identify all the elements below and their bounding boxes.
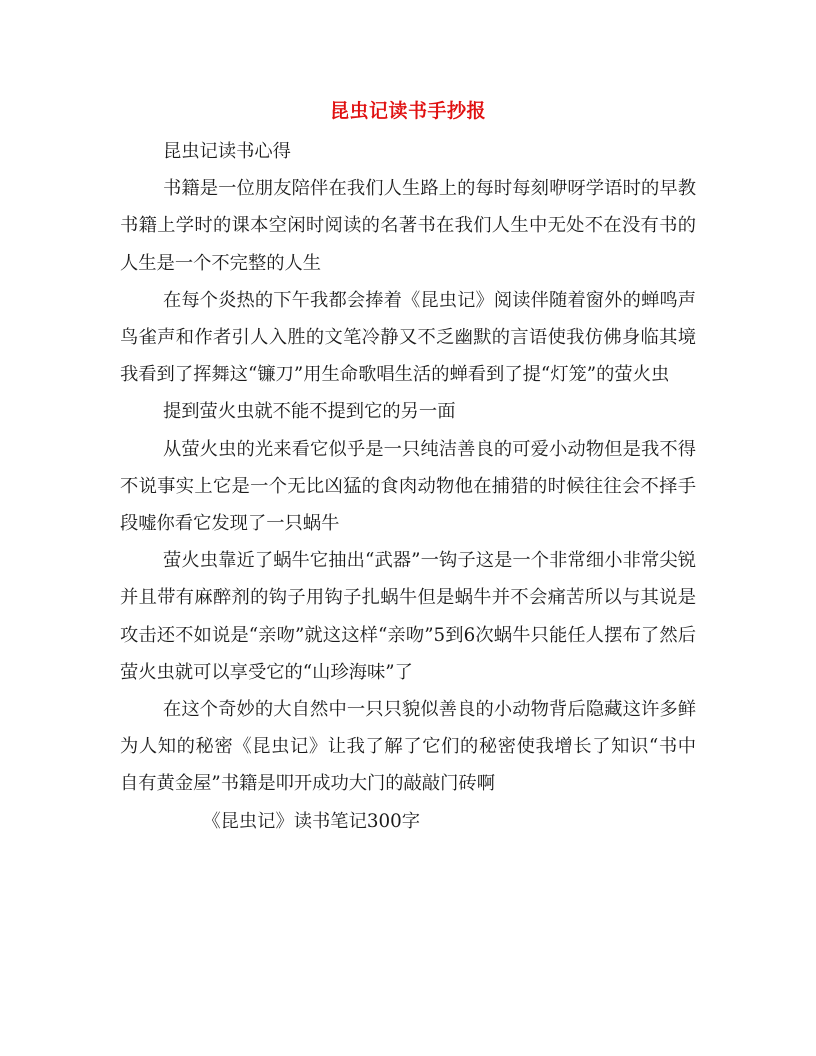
paragraph: 萤火虫靠近了蜗牛它抽出“武器”一钩子这是一个非常细小非常尖锐并且带有麻醉剂的钩子用钩子扎蜗牛但是蜗牛并不会痛苦所以与其说是攻击还不如说是“亲吻”就这这样“亲吻”5到6次蜗牛只能任人摆布了然后萤火虫就可以享受它的“山珍海味”了 — [120, 550, 696, 683]
paragraph: 从萤火虫的光来看它似乎是一只纯洁善良的可爱小动物但是我不得不说事实上它是一个无比凶猛的食肉动物他在捕猎的时候往往会不择手段嘘你看它发现了一只蜗牛 — [120, 438, 696, 535]
document-body — [120, 133, 696, 840]
page-title: 昆虫记读书手抄报 — [329, 100, 486, 122]
paragraph-heading: 昆虫记读书心得 — [163, 141, 291, 162]
paragraph: 在这个奇妙的大自然中一只只貌似善良的小动物背后隐藏这许多鲜为人知的秘密《昆虫记》让我了解了它们的秘密使我增长了知识“书中自有黄金屋”书籍是叩开成功大门的敲敲门砖啊 — [120, 699, 696, 795]
paragraph: 在每个炎热的下午我都会捧着《昆虫记》阅读伴随着窗外的蝉鸣声鸟雀声和作者引人入胜的文笔冷静又不乏幽默的言语使我仿佛身临其境我看到了挥舞这“镰刀”用生命歌唱生活的蝉看到了提“灯笼”的萤火虫 — [120, 289, 696, 386]
paragraph: 书籍是一位朋友陪伴在我们人生路上的每时每刻咿呀学语时的早教书籍上学时的课本空闲时阅读的名著书在我们人生中无处不在没有书的人生是一个不完整的人生 — [120, 178, 696, 274]
paragraph: 提到萤火虫就不能不提到它的另一面 — [163, 401, 456, 423]
paragraph-subheading: 《昆虫记》读书笔记300字 — [202, 810, 421, 832]
